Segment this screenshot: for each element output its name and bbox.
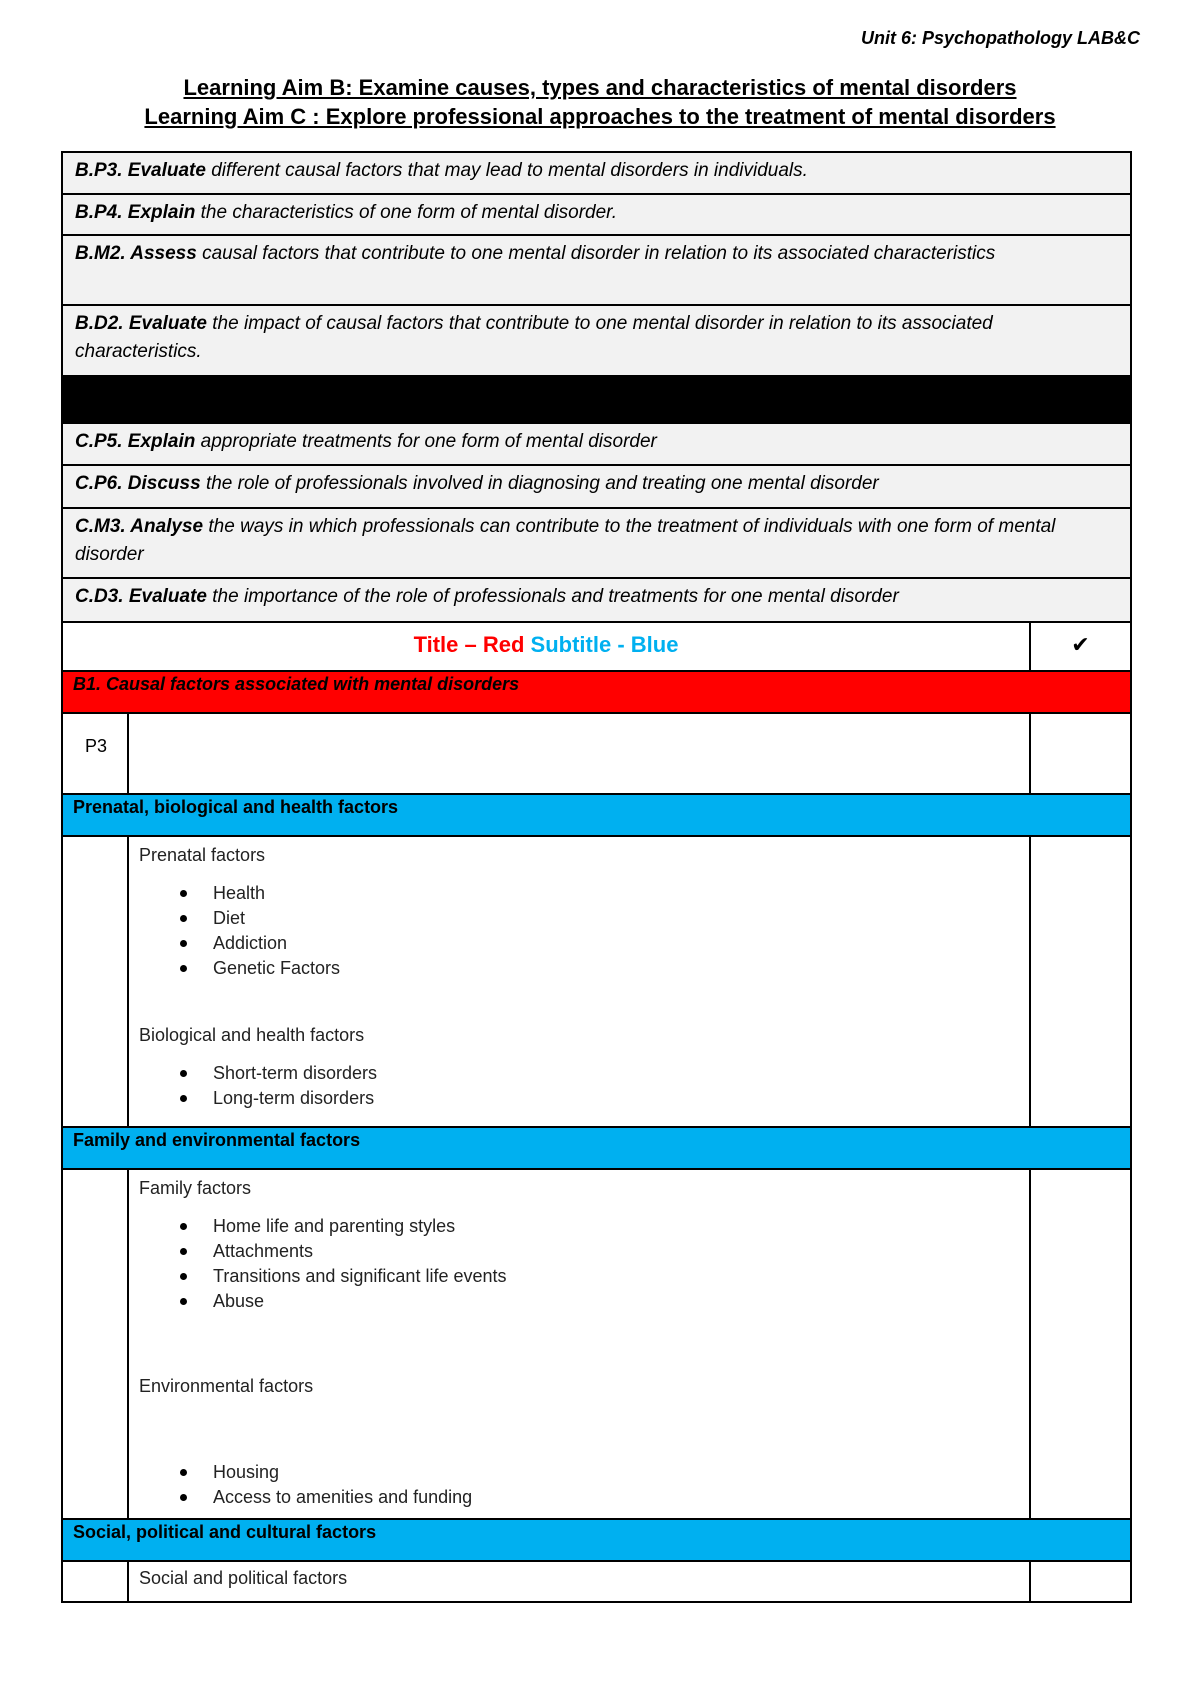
criterion-text: the characteristics of one form of mental disorder. (195, 202, 618, 223)
list-item: Abuse (213, 1289, 1019, 1314)
criterion-code: C.P6. Discuss (75, 473, 201, 494)
environmental-factors-list (139, 1460, 1019, 1510)
criterion-text: causal factors that contribute to one mental disorder in relation to its associated characteristics (196, 243, 996, 264)
criterion-b-p4 (63, 195, 1130, 236)
biological-factors-heading: Biological and health factors (139, 1025, 365, 1045)
criterion-code: C.P5. Explain (75, 431, 196, 452)
criterion-b-d2 (63, 306, 1130, 377)
social-row (63, 1562, 1130, 1601)
page-titles (0, 73, 1200, 131)
list-item: Short-term disorders (213, 1061, 1019, 1086)
criterion-text: the impact of causal factors that contribute to one mental disorder in relation to its associated characteristics. (75, 313, 993, 362)
social-factors-heading: Social and political factors (139, 1568, 348, 1588)
legend-cell (63, 623, 1031, 670)
list-item: Diet (213, 906, 1019, 931)
social-content-cell[interactable] (129, 1562, 1031, 1601)
list-item: Attachments (213, 1239, 1019, 1264)
environmental-factors-heading: Environmental factors (139, 1376, 314, 1396)
p3-label: P3 (63, 714, 129, 793)
criterion-c-d3 (63, 579, 1130, 623)
social-check-cell[interactable] (1031, 1562, 1130, 1601)
prenatal-label-cell (63, 837, 129, 1126)
criterion-c-p5 (63, 424, 1130, 466)
criterion-code: C.D3. Evaluate (75, 586, 207, 607)
criterion-code: C.M3. Analyse (75, 516, 204, 537)
prenatal-subtitle-bar: Prenatal, biological and health factors (63, 795, 1130, 837)
learning-aim-c-title: Learning Aim C : Explore professional approaches to the treatment of mental disorders (144, 104, 1056, 129)
list-item: Long-term disorders (213, 1086, 1019, 1111)
criterion-text: the role of professionals involved in diagnosing and treating one mental disorder (200, 473, 879, 494)
legend-title-red: Title – Red (413, 632, 525, 657)
criterion-code: B.P3. Evaluate (75, 160, 206, 181)
p3-content-cell[interactable] (129, 714, 1031, 793)
list-item: Addiction (213, 931, 1019, 956)
family-check-cell[interactable] (1031, 1170, 1130, 1518)
list-item: Access to amenities and funding (213, 1485, 1019, 1510)
biological-factors-list (139, 1061, 1019, 1111)
prenatal-content-cell[interactable] (129, 837, 1031, 1126)
criterion-c-p6 (63, 466, 1130, 509)
criteria-table (61, 151, 1132, 1603)
family-label-cell (63, 1170, 129, 1518)
criterion-code: B.D2. Evaluate (75, 313, 207, 334)
criterion-c-m3 (63, 509, 1130, 579)
social-subtitle-bar: Social, political and cultural factors (63, 1520, 1130, 1562)
criterion-text: appropriate treatments for one form of mental disorder (195, 431, 657, 452)
criterion-b-p3 (63, 153, 1130, 195)
list-item: Genetic Factors (213, 956, 1019, 981)
family-row (63, 1170, 1130, 1520)
family-factors-list (139, 1214, 1019, 1314)
learning-aim-b-title: Learning Aim B: Examine causes, types and characteristics of mental disorders (183, 75, 1017, 100)
family-subtitle-bar: Family and environmental factors (63, 1128, 1130, 1170)
legend-row (63, 623, 1130, 672)
section-divider (63, 377, 1130, 424)
list-item: Health (213, 881, 1019, 906)
legend-subtitle-blue: Subtitle - Blue (530, 632, 679, 657)
p3-row (63, 714, 1130, 795)
check-header: ✔ (1071, 632, 1090, 657)
p3-check-cell[interactable] (1031, 714, 1130, 793)
list-item: Transitions and significant life events (213, 1264, 1019, 1289)
prenatal-check-cell[interactable] (1031, 837, 1130, 1126)
criterion-text: the ways in which professionals can contribute to the treatment of individuals with one form of mental disorder (75, 516, 1056, 565)
list-item: Home life and parenting styles (213, 1214, 1019, 1239)
criterion-code: B.M2. Assess (75, 243, 197, 264)
social-label-cell (63, 1562, 129, 1601)
criterion-code: B.P4. Explain (75, 202, 196, 223)
list-item: Housing (213, 1460, 1019, 1485)
unit-header: Unit 6: Psychopathology LAB&C (860, 28, 1140, 48)
family-factors-heading: Family factors (139, 1178, 252, 1198)
b1-title-bar: B1. Causal factors associated with mental disorders (63, 672, 1130, 714)
family-content-cell[interactable] (129, 1170, 1031, 1518)
criterion-text: different causal factors that may lead to mental disorders in individuals. (205, 160, 808, 181)
criterion-b-m2 (63, 236, 1130, 306)
prenatal-factors-heading: Prenatal factors (139, 845, 266, 865)
prenatal-factors-list (139, 881, 1019, 981)
criterion-text: the importance of the role of professionals and treatments for one mental disorder (207, 586, 899, 607)
prenatal-row (63, 837, 1130, 1128)
